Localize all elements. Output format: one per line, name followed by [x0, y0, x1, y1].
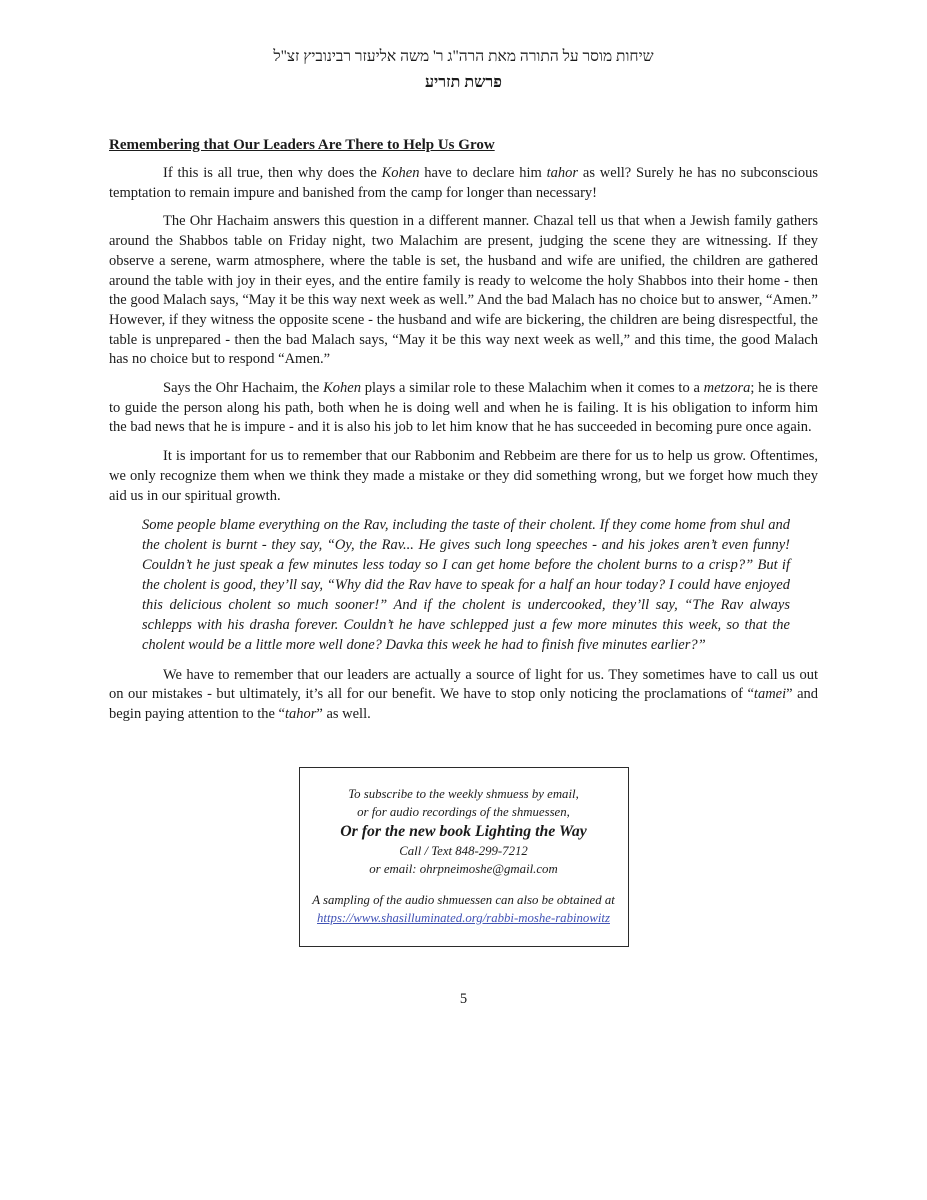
- page-number: 5: [459, 990, 468, 1007]
- box-line-email: or email: ohrpneimoshe@gmail.com: [369, 861, 558, 876]
- box-line-book-title: Or for the new book Lighting the Way: [340, 822, 587, 840]
- body-paragraph: If this is all true, then why does the Kohen have to declare him tahor as well? Surely he has no subconscious temptation to remain impure and banished from the camp for longer than necessary!: [109, 165, 819, 201]
- body-paragraph: It is important for us to remember that our Rabbonim and Rebbeim are there for us to help us grow. Oftentimes, we only recognize them when we think they made a mistake or they did something wrong, but we forget how much they aid us in our spiritual growth.: [109, 448, 818, 504]
- hebrew-parsha-line: פרשת תזריע: [425, 74, 502, 91]
- subscription-link[interactable]: https://www.shasilluminated.org/rabbi-moshe-rabinowitz: [317, 910, 610, 925]
- body-text: [109, 164, 818, 725]
- hebrew-header: [109, 47, 818, 93]
- box-line-phone: Call / Text 848-299-7212: [399, 843, 528, 858]
- body-paragraph: The Ohr Hachaim answers this question in a different manner. Chazal tell us that when a Jewish family gathers around the Shabbos table on Friday night, two Malachim are present, judging the scene they are witnessing. If they observe a serene, warm atmosphere, where the table is set, the husband and wife are unified, the children are gathered around the table with joy in their eyes, and the entire family is ready to welcome the holy Shabbos into their home - then the good Malach says, “May it be this way next week as well.” And the bad Malach has no choice but to answer, “Amen.” However, if they witness the opposite scene - the husband and wife are bickering, the children are being disrespectful, the table is unprepared - then the bad Malach says, “May it be this way next week as well,” and this time, the good Malach has no choice but to respond “Amen.”: [109, 213, 818, 368]
- box-line-audio: or for audio recordings of the shmuessen,: [357, 804, 570, 819]
- body-paragraph: We have to remember that our leaders are actually a source of light for us. They sometimes have to call us out on our mistakes - but ultimately, it’s all for our benefit. We have to stop only noticing the proclamations of “tamei” and begin paying attention to the “tahor” as well.: [109, 666, 819, 722]
- hebrew-title-line: שיחות מוסר על התורה מאת הרה"ג ר' משה אליעזר רבינוביץ זצ"ל: [273, 48, 654, 65]
- box-line-sampling: A sampling of the audio shmuessen can also be obtained at: [312, 892, 615, 907]
- box-line-subscribe: To subscribe to the weekly shmuess by email,: [348, 786, 579, 801]
- quote-paragraph: Some people blame everything on the Rav, including the taste of their cholent. If they come home from shul and the cholent is burnt - they say, “Oy, the Rav... He gives such long speeches - and his jokes aren’t even funny! Couldn’t he just speak a few minutes less today so I can get home before the cholent burns to a crisp?” But if the cholent is good, they’ll say, “Why did the Rav have to speak for a half an hour today? I could have enjoyed this delicious cholent so much sooner!” And if the cholent is undercooked, they’ll say, “The Rav always schlepps with his drasha forever. Couldn’t he have schlepped just a few more minutes this week, so that the cholent would be a little more well done? Davka this week he had to finish five minutes earlier?”: [142, 517, 790, 653]
- box-spacer: [308, 878, 620, 891]
- section-heading: Remembering that Our Leaders Are There to Help Us Grow: [109, 137, 495, 153]
- body-paragraph: Says the Ohr Hachaim, the Kohen plays a similar role to these Malachim when it comes to a metzora; he is there to guide the person along his path, both when he is doing well and when he is failing. It is his obligation to inform him the bad news that he is impure - and it is also his job to let him know that he has succeeded in becoming pure once again.: [109, 380, 818, 436]
- subscription-box: [299, 767, 629, 947]
